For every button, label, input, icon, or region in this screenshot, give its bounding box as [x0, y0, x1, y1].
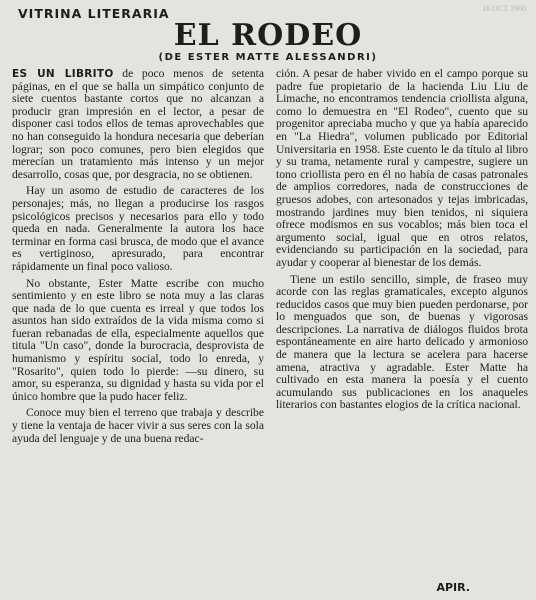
paragraph: Tiene un estilo sencillo, simple, de fraseo muy acorde con las reglas gramaticales, excepto algunos reducidos casos que muy bien pueden perdonarse, por lo menguados que son, de buenas y vigorosas descripciones. La narrativa de diálogos fluidos brota espontáneamente en aire harto delicado y armonioso de manera que la lectura se acelera para hacerse amena, atractiva y agradable. Ester Matte ha cultivado en esta manera la poesía y el cuento acumulando sus publicaciones en los anaqueles literarios con bastantes elogios de la crítica nacional.: [276, 272, 528, 412]
faint-date-ref: 16 OCT 1960: [482, 4, 526, 13]
right-column: [276, 68, 528, 412]
section-label: VITRINA LITERARIA: [18, 6, 170, 21]
paragraph: Conoce muy bien el terreno que trabaja y describe y tiene la ventaja de hacer vivir a sus seres con la sola ayuda del lenguaje y de una buena redac-: [12, 406, 264, 445]
paragraph-text: de poco menos de setenta páginas, en el que se halla un simpático conjunto de siete cuentos bastante cortos que no alcanzan a producir gran impresión en el lector, a pesar de disponer casi todos ellos de temas aprovechables que no han conseguido la hondura necesaria que deberían lograr; son poco comunes, pero bien elegidos que merecían un tratamiento más intenso y un mejor desarrollo, cosas que, por desgracia, no se obtienen.: [12, 67, 264, 181]
paragraph: ción. A pesar de haber vivido en el campo porque su padre fue propietario de la hacienda Liu Liu de Limache, no encontramos tendencia criollista alguna, como lo demuestra en "El Rodeo", cuento que su progenitor apreciaba mucho y que ya había aparecido en "La Hiedra", volumen publicado por Editorial Universitaria en 1958. Este cuento le da título al libro y su trama, netamente rural y campestre, sugiere un tono criollista pero en él no había de casas patronales de amplios corredores, nada de construcciones de gruesos adobes, con artesonados y tejas imbricadas, mostrando jardines muy bien tenidos, ni siquiera ofrece modismos en sus vocablos; más bien toca el argumento social, igual que en otros relatos, evidenciando su participación en la sociedad, para ayudar y cooperar al bienestar de los demás.: [276, 67, 528, 269]
author-signature: APIR.: [436, 581, 470, 594]
article-byline: (DE ESTER MATTE ALESSANDRI): [158, 52, 378, 63]
paragraph: No obstante, Ester Matte escribe con mucho sentimiento y en este libro se nota muy a las claras que nada de lo que cuenta es irreal y que todos los asuntos han sido extraídos de la vida misma como si fueran rebanadas de ella, especialmente aquellos que titula "Un caso", donde la burocracia, desprovista de humanismo y espíritu social, todo lo enreda, y "Rosarito", quien todo lo pierde: —su dinero, su amor, su esperanza, su dignidad y hasta su vida por el único hombre que la pudo hacer feliz.: [12, 276, 264, 403]
paragraph: [12, 68, 264, 181]
article-title: EL RODEO: [173, 18, 363, 53]
paragraph: Hay un asomo de estudio de caracteres de los personajes; más, no llegan a producirse los rasgos psicológicos precisos y necesarios para ello y todo queda en nada. Generalmente la autora los hace terminar en forma casi brusca, de modo que el avance es vertiginoso, apresurado, para encontrar rápidamente un final poco valioso.: [12, 184, 264, 273]
lead-in-caps: ES UN LIBRITO: [12, 68, 114, 80]
left-column: [12, 68, 264, 445]
